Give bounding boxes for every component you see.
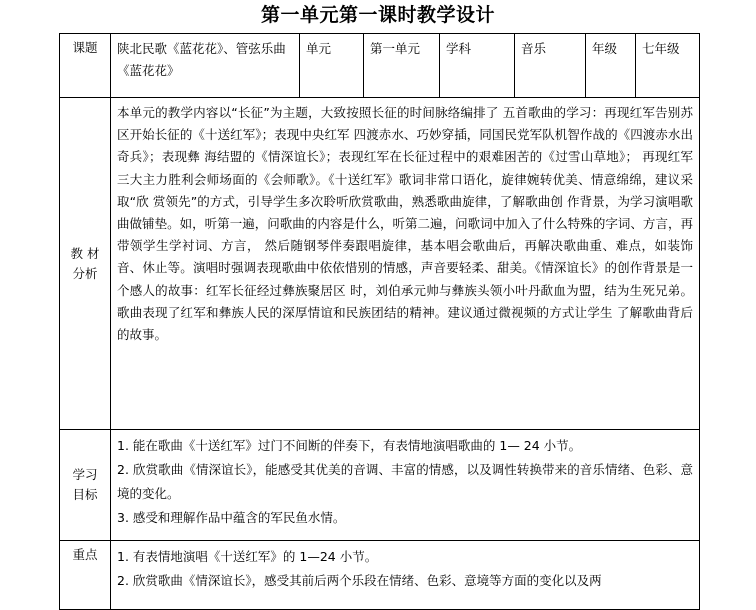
analysis-row (60, 98, 700, 430)
grade-value: 七年级 (636, 34, 700, 98)
analysis-label (60, 98, 111, 430)
analysis-label-line2: 分析 (72, 265, 98, 281)
key-point-item-1: 1. 有表情地演唱《十送红军》的 1—24 小节。 (117, 549, 378, 564)
grade-label: 年级 (586, 34, 636, 98)
goal-item-2: 2. 欣赏歌曲《情深谊长》，能感受其优美的音调、丰富的情感，以及调性转换带来的音乐情绪、色彩、意境的变化。 (117, 462, 693, 501)
page-title: 第一单元第一课时教学设计 (260, 4, 495, 26)
goals-label (60, 430, 111, 541)
key-points-row (60, 541, 700, 610)
analysis-text: 本单元的教学内容以“长征”为主题，大致按照长征的时间脉络编排了 五首歌曲的学习：再现红军告别苏区开始长征的《十送红军》；表现中央红军 四渡赤水、巧妙穿插，同国民党军队机智作战的《四渡赤水出奇兵》；表现彝 海结盟的《情深谊长》；表现红军在长征过程中的艰难困苦的《过雪山草地》； 再现红军三大主力胜利会师场面的《会师歌》。《十送红军》歌词非常口语化，旋律婉转优美、情意绵绵，建议采取“欣 赏领先”的方式，引导学生多次聆听欣赏歌曲，熟悉歌曲旋律，了解歌曲创 作背景，为学习演唱歌曲做铺垫。如，听第一遍，问歌曲的内容是什么，听第二遍，问歌词中加入了什么特殊的字词、方言，再带领学生学衬词、方言， 然后随钢琴伴奏跟唱旋律，基本唱会歌曲后，再解决歌曲重、难点，如装饰 音、休止等。演唱时强调表现歌曲中依依惜别的情感，声音要轻柔、甜美。《情深谊长》的创作背景是一个感人的故事：红军长征经过彝族聚居区 时，刘伯承元帅与彝族头领小叶丹歃血为盟，结为生死兄弟。歌曲表现了红军和彝族人民的深厚情谊和民族团结的精神。建议通过微视频的方式让学生 了解歌曲背后的故事。 (111, 98, 700, 430)
subject-value: 音乐 (515, 34, 586, 98)
goals-label-line2: 目标 (72, 487, 98, 502)
unit-label: 单元 (300, 34, 364, 98)
subject-label: 学科 (440, 34, 515, 98)
key-points-label: 重点 (60, 541, 111, 610)
header-row (60, 34, 700, 98)
goal-item-1: 1. 能在歌曲《十送红军》过门不间断的伴奏下，有表情地演唱歌曲的 1— 24 小节。 (117, 438, 582, 453)
goal-item-3: 3. 感受和理解作品中蕴含的军民鱼水情。 (117, 510, 346, 525)
goals-row (60, 430, 700, 541)
goals-list (111, 430, 700, 541)
lesson-plan-table (59, 33, 700, 610)
analysis-label-line1: 教 材 (70, 245, 100, 261)
unit-value: 第一单元 (364, 34, 440, 98)
course-label: 课题 (60, 34, 111, 98)
key-points-list (111, 541, 700, 610)
goals-label-line1: 学习 (72, 467, 98, 482)
course-value: 陕北民歌《蓝花花》、管弦乐曲《蓝花花》 (111, 34, 300, 98)
key-point-item-2: 2. 欣赏歌曲《情深谊长》，感受其前后两个乐段在情绪、色彩、意境等方面的变化以及两 (117, 573, 602, 588)
